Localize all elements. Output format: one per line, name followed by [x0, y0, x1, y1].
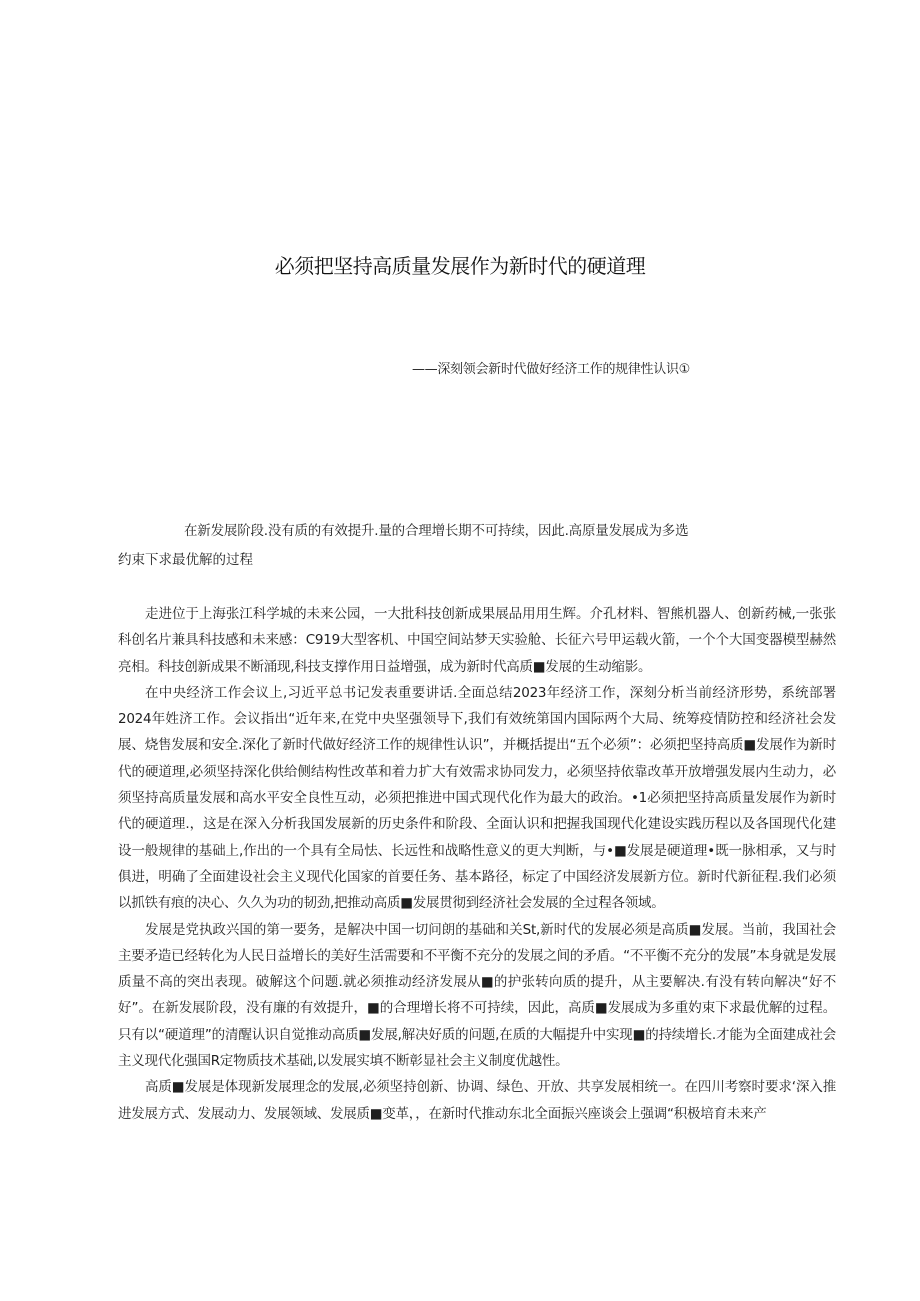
lede-line-2: 约束下求最优解的过程 — [118, 552, 253, 568]
article-body — [118, 601, 836, 1127]
paragraph-4: 高质■发展是体现新发展理念的发展,必须坚持创新、协调、绿色、开放、共享发展相统一。在四川考察时要求‘深入推进发展方式、发展动力、发展领域、发展质■变革，，在新时代推动东北全面振兴座谈会上强调“积极培育未来产 — [118, 1079, 836, 1122]
paragraph-1: 走进位于上海张江科学城的未来公园，一大批科技创新成果展品用用生辉。介孔材料、智熊机器人、创新药械,一张张科创名片兼具科技感和未来感：C919大型客机、中国空间站梦天实验舱、长征六号甲运载火箭，一个个大国变器模型赫然亮相。科技创新成果不断涌现,科技支撑作用日益增强，成为新时代高质■发展的生动缩影。 — [118, 606, 836, 675]
lede-summary — [118, 517, 808, 574]
document-subtitle: ——深刻领会新时代做好经济工作的规律性认识① — [411, 362, 690, 377]
paragraph-3: 发展是党执政兴国的第一要务，是解决中国一切问朗的基础和关St,新时代的发展必须是高质■发展。当前，我国社会主要矛造已经转化为人民日益增长的美好生活需要和不平衡不充分的发展之间的矛盾。“不平衡不充分的发展”本身就是发展质量不高的突出表现。破解这个问题.就必须推动经济发展从■的护张转向质的提升，从主要解决.有没有转向解决“好不好”。在新发展阶段，没有廉的有效提升，■的合理增长将不可持续，因此，高质■发展成为多重妁束下求最优解的过程。只有以“硬道理”的清醒认识自觉推动高质■发展,解决好质的问题,在质的大幅提升中实现■的持续增长.才能为全面建成社会主义现代化强国R定物质技术基础,以发展实填不断彰显社会主义制度优越性。 — [118, 921, 836, 1070]
document-title: 必须把坚持高质量发展作为新时代的硬道理 — [274, 254, 646, 278]
lede-line-1: 在新发展阶段.没有质的有效提升.量的合理增长期不可持续，因此.高原量发展成为多选 — [184, 523, 689, 539]
paragraph-2: 在中央经济工作会议上,习近平总书记发表重要讲话.全面总结2023年经济工作，深刻分析当前经济形势，系统部署2024年姓济工作。会议指出“近年来,在党中央坚强领导下,我们有效统第国内国际两个大局、统筹疫情防控和经济社会发展、烧售发展和安全.深化了新时代做好经济工作的规律性认识”，并概括提出“五个必须”：必须把坚持高质■发展作为新时代的硬道理,必须坚持深化供给侧结构性改革和着力扩大有效需求协同发力，必须坚持依靠改革开放增强发展内生动力，必须坚持高质量发展和高水平安全良性互动，必须把推进中国式现代化作为最大的政治。•1必须把坚持高质量发展作为新时代的硬道理.，这是在深入分析我国发展新的历史条件和阶段、全面认识和把握我国现代化建设实践历程以及各国现代化建设一般规律的基础上,作出的一个具有全局怯、长远性和战略性意义的更大判断，与•■发展是硬道理•既一脉相承，又与时俱进，明确了全面建设社会主义现代化国家的首要任务、基本路径，标定了中国经济发展新方位。新时代新征程.我们必须以抓铁有痕的决心、久久为功的韧劲,把推动高质■发展贯彻到经济社会发展的全过程各领域。 — [118, 684, 836, 912]
